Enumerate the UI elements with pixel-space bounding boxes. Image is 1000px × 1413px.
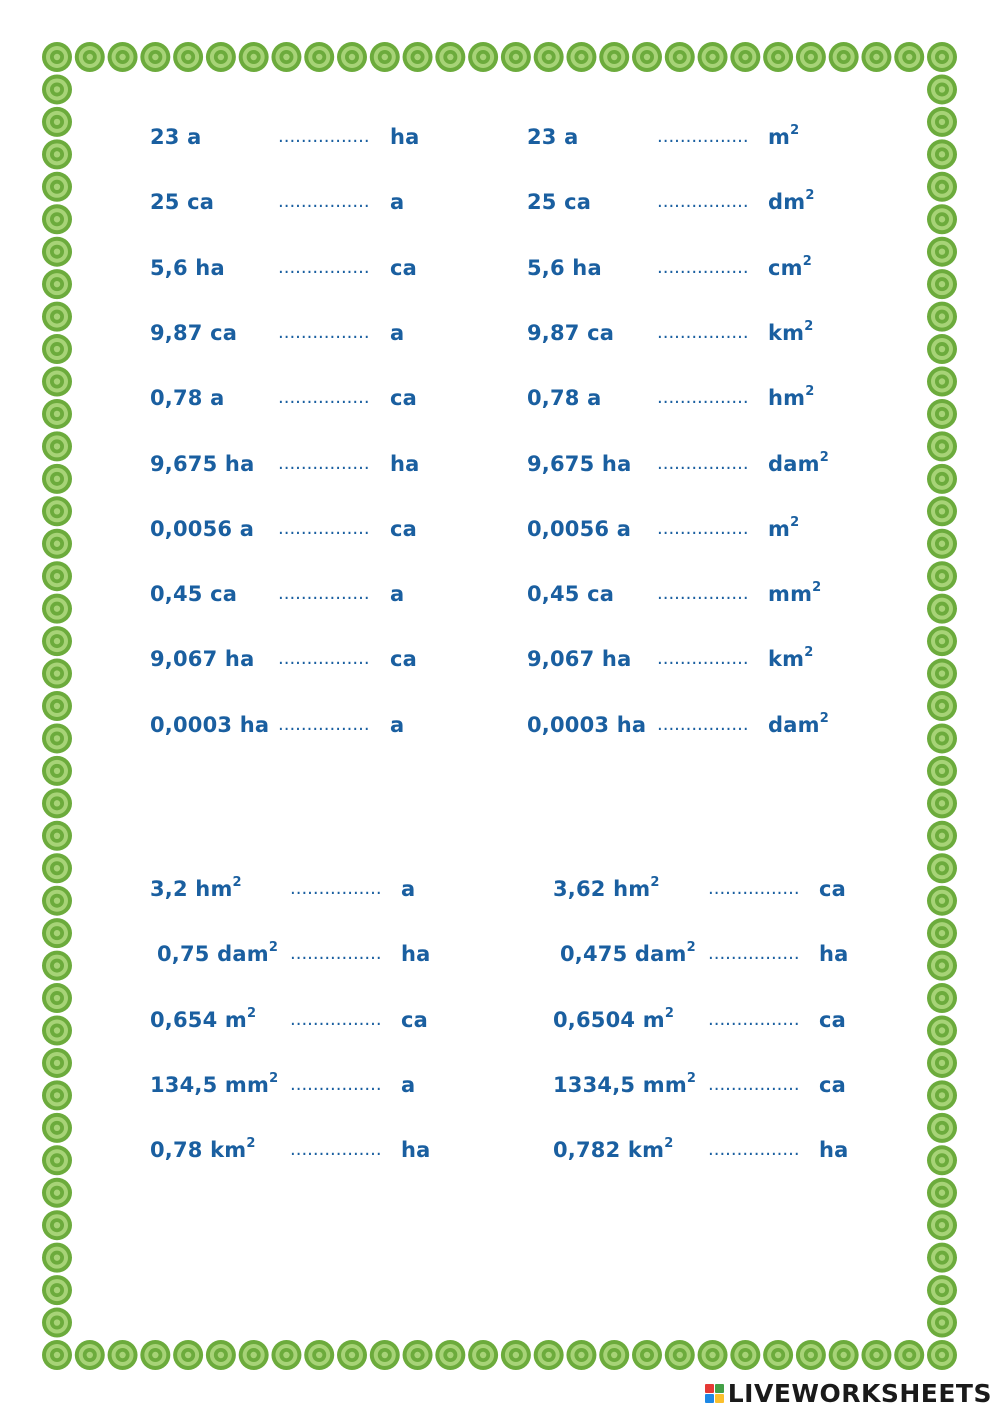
- border-swirl: [173, 42, 203, 72]
- border-swirl: [927, 42, 957, 72]
- target-unit: $km^2$: [768, 318, 814, 345]
- border-swirl: [927, 269, 957, 299]
- exercise-row: [553, 937, 913, 971]
- target-unit: a: [390, 320, 405, 345]
- answer-blank[interactable]: ................: [278, 191, 370, 213]
- border-swirl: [534, 42, 564, 72]
- answer-blank[interactable]: ................: [278, 256, 370, 278]
- border-swirl: [927, 659, 957, 689]
- target-unit: dam$^2$: [768, 710, 829, 737]
- border-swirl: [927, 107, 957, 137]
- answer-blank[interactable]: ................: [278, 387, 370, 409]
- border-swirl: [42, 723, 72, 753]
- target-unit: a: [390, 582, 405, 607]
- exercise-row: [527, 577, 887, 611]
- border-swirl: [435, 1340, 465, 1370]
- border-swirl: [566, 1340, 596, 1370]
- border-swirl: [927, 74, 957, 104]
- answer-blank[interactable]: ................: [708, 943, 800, 965]
- border-swirl: [42, 1275, 72, 1305]
- border-swirl: [468, 42, 498, 72]
- target-unit: ca: [819, 877, 847, 901]
- exercise-row: [150, 316, 510, 350]
- border-swirl: [927, 496, 957, 526]
- source-value: 0,475 dam$^2$: [560, 940, 696, 967]
- answer-blank[interactable]: ................: [657, 321, 749, 343]
- border-swirl: [927, 821, 957, 851]
- border-swirl: [698, 42, 728, 72]
- border-swirl: [337, 1340, 367, 1370]
- border-swirl: [108, 1340, 138, 1370]
- source-value: 0,0003 ha: [150, 712, 270, 737]
- border-swirl: [730, 1340, 760, 1370]
- border-swirl: [239, 42, 269, 72]
- exercise-row: [527, 316, 887, 350]
- exercise-row: [553, 1133, 913, 1167]
- source-value: 0,0056 a: [150, 516, 255, 541]
- border-swirl: [927, 788, 957, 818]
- border-swirl: [927, 334, 957, 364]
- border-swirl: [927, 139, 957, 169]
- border-swirl: [763, 1340, 793, 1370]
- border-swirl: [927, 723, 957, 753]
- source-value: 25 ca: [527, 190, 592, 215]
- border-swirl: [173, 1340, 203, 1370]
- answer-blank[interactable]: ................: [278, 452, 370, 474]
- target-unit: ha: [401, 942, 431, 967]
- answer-blank[interactable]: ................: [290, 943, 382, 965]
- exercise-row: [527, 512, 887, 546]
- border-swirl: [42, 529, 72, 559]
- source-value: 0,78 a: [150, 386, 225, 411]
- source-value: 0,78 $km^2$: [150, 1136, 256, 1163]
- border-swirl: [271, 1340, 301, 1370]
- target-unit: a: [401, 877, 416, 901]
- answer-blank[interactable]: ................: [708, 1073, 800, 1095]
- answer-blank[interactable]: ................: [278, 321, 370, 343]
- exercise-row: [527, 447, 887, 481]
- border-swirl: [927, 1308, 957, 1338]
- source-value: 0,0056 a: [527, 516, 632, 541]
- border-swirl: [42, 74, 72, 104]
- exercise-row: [150, 937, 510, 971]
- answer-blank[interactable]: ................: [290, 878, 382, 899]
- border-swirl: [42, 983, 72, 1013]
- border-swirl: [927, 561, 957, 591]
- border-swirl: [42, 626, 72, 656]
- border-swirl: [42, 1145, 72, 1175]
- footer-brand: LIVEWORKSHEETS: [727, 1378, 992, 1408]
- source-value: 23 a: [527, 125, 579, 149]
- border-swirl: [927, 367, 957, 397]
- source-value: 5,6 ha: [150, 255, 225, 280]
- answer-blank[interactable]: ................: [657, 256, 749, 278]
- border-swirl: [42, 172, 72, 202]
- target-unit: ha: [390, 451, 420, 476]
- answer-blank[interactable]: ................: [657, 648, 749, 670]
- answer-blank[interactable]: ................: [657, 517, 749, 539]
- border-swirl: [108, 42, 138, 72]
- border-swirl: [927, 756, 957, 786]
- answer-blank[interactable]: ................: [708, 878, 800, 899]
- border-swirl: [42, 1178, 72, 1208]
- border-swirl: [501, 1340, 531, 1370]
- source-value: 9,87 ca: [527, 320, 615, 345]
- source-value: 0,654 $m^2$: [150, 1005, 257, 1032]
- source-value: 23 a: [150, 125, 202, 149]
- border-swirl: [42, 367, 72, 397]
- answer-blank[interactable]: ................: [708, 1139, 800, 1161]
- border-swirl: [42, 886, 72, 916]
- border-swirl: [140, 42, 170, 72]
- border-swirl: [927, 918, 957, 948]
- border-swirl: [927, 1113, 957, 1143]
- target-unit: a: [401, 1072, 416, 1097]
- border-swirl: [42, 237, 72, 267]
- source-value: 5,6 ha: [527, 255, 602, 280]
- border-swirl: [927, 626, 957, 656]
- border-swirl: [927, 594, 957, 624]
- logo-icon: [705, 1384, 724, 1403]
- border-swirl: [927, 464, 957, 494]
- border-swirl: [599, 1340, 629, 1370]
- target-unit: $m^2$: [768, 514, 800, 541]
- border-swirl: [42, 496, 72, 526]
- exercise-row: [150, 872, 510, 906]
- border-swirl: [566, 42, 596, 72]
- target-unit: ca: [390, 647, 418, 672]
- answer-blank[interactable]: ................: [657, 387, 749, 409]
- border-swirl: [927, 1275, 957, 1305]
- border-swirl: [861, 42, 891, 72]
- border-swirl: [42, 1016, 72, 1046]
- border-swirl: [42, 918, 72, 948]
- source-value: 9,675 ha: [527, 451, 632, 476]
- border-swirl: [927, 302, 957, 332]
- answer-blank[interactable]: ................: [657, 583, 749, 605]
- border-swirl: [632, 42, 662, 72]
- source-value: 0,45 ca: [150, 582, 238, 607]
- source-value: 0,0003 ha: [527, 712, 647, 737]
- source-value: 9,87 ca: [150, 320, 238, 345]
- target-unit: ha: [819, 942, 849, 967]
- border-swirl: [927, 886, 957, 916]
- border-swirl: [337, 42, 367, 72]
- border-swirl: [894, 42, 924, 72]
- border-swirl: [730, 42, 760, 72]
- border-swirl: [42, 756, 72, 786]
- border-swirl: [42, 821, 72, 851]
- border-swirl: [75, 42, 105, 72]
- answer-blank[interactable]: ................: [708, 1008, 800, 1030]
- exercise-row: [150, 708, 510, 742]
- border-swirl: [239, 1340, 269, 1370]
- border-swirl: [42, 42, 72, 72]
- target-unit: $dm^2$: [768, 188, 815, 215]
- border-swirl: [599, 42, 629, 72]
- border-swirl: [42, 269, 72, 299]
- exercise-row: [553, 872, 913, 906]
- target-unit: $cm^2$: [768, 253, 812, 280]
- border-swirl: [42, 594, 72, 624]
- border-swirl: [42, 561, 72, 591]
- answer-blank[interactable]: ................: [278, 648, 370, 670]
- target-unit: ca: [390, 386, 418, 411]
- border-swirl: [534, 1340, 564, 1370]
- border-swirl: [42, 399, 72, 429]
- border-swirl: [42, 1048, 72, 1078]
- source-value: 134,5 $mm^2$: [150, 1070, 279, 1097]
- answer-blank[interactable]: ................: [657, 191, 749, 213]
- answer-blank[interactable]: ................: [657, 713, 749, 735]
- exercise-row: [553, 1068, 913, 1102]
- border-swirl: [927, 399, 957, 429]
- target-unit: ca: [819, 1007, 847, 1032]
- border-swirl: [927, 983, 957, 1013]
- exercise-row: [150, 1133, 510, 1167]
- border-swirl: [927, 951, 957, 981]
- exercise-row: [150, 642, 510, 676]
- source-value: 0,75 dam$^2$: [157, 940, 279, 967]
- border-swirl: [927, 1210, 957, 1240]
- border-swirl: [927, 1340, 957, 1370]
- border-swirl: [271, 42, 301, 72]
- border-swirl: [829, 42, 859, 72]
- answer-blank[interactable]: ................: [290, 1008, 382, 1030]
- source-value: 9,067 ha: [150, 647, 255, 672]
- target-unit: $mm^2$: [768, 580, 822, 607]
- target-unit: ha: [390, 125, 420, 149]
- target-unit: a: [390, 190, 405, 215]
- target-unit: a: [390, 712, 405, 737]
- border-swirl: [796, 1340, 826, 1370]
- border-swirl: [927, 853, 957, 883]
- border-swirl: [894, 1340, 924, 1370]
- border-swirl: [42, 1243, 72, 1273]
- source-value: 0,782 $km^2$: [553, 1136, 674, 1163]
- border-swirl: [927, 431, 957, 461]
- exercise-row: [527, 708, 887, 742]
- border-swirl: [665, 42, 695, 72]
- exercise-row: [150, 120, 510, 154]
- source-value: 1334,5 $mm^2$: [553, 1070, 697, 1097]
- border-swirl: [304, 1340, 334, 1370]
- exercise-row: [527, 642, 887, 676]
- exercise-row: [150, 1003, 510, 1037]
- border-swirl: [42, 334, 72, 364]
- border-swirl: [370, 1340, 400, 1370]
- border-swirl: [698, 1340, 728, 1370]
- border-swirl: [403, 42, 433, 72]
- exercise-row: [527, 185, 887, 219]
- target-unit: $m^2$: [768, 123, 800, 149]
- border-swirl: [927, 204, 957, 234]
- border-swirl: [42, 204, 72, 234]
- border-swirl: [206, 42, 236, 72]
- answer-blank[interactable]: ................: [278, 713, 370, 735]
- border-swirl: [468, 1340, 498, 1370]
- exercise-row: [150, 1068, 510, 1102]
- border-swirl: [927, 1048, 957, 1078]
- border-swirl: [42, 788, 72, 818]
- target-unit: ha: [401, 1138, 431, 1163]
- answer-blank[interactable]: ................: [290, 1073, 382, 1095]
- border-swirl: [927, 237, 957, 267]
- border-swirl: [42, 691, 72, 721]
- border-swirl: [42, 1080, 72, 1110]
- exercise-row: [150, 381, 510, 415]
- source-value: 0,45 ca: [527, 582, 615, 607]
- border-swirl: [796, 42, 826, 72]
- target-unit: ca: [819, 1072, 847, 1097]
- border-swirl: [435, 42, 465, 72]
- source-value: 0,6504 $m^2$: [553, 1005, 675, 1032]
- border-swirl: [927, 172, 957, 202]
- border-swirl: [763, 42, 793, 72]
- target-unit: ha: [819, 1138, 849, 1163]
- border-swirl: [42, 1340, 72, 1370]
- border-swirl: [403, 1340, 433, 1370]
- source-value: 3,62 $hm^2$: [553, 875, 660, 901]
- border-swirl: [42, 431, 72, 461]
- border-swirl: [42, 853, 72, 883]
- source-value: 9,675 ha: [150, 451, 255, 476]
- exercise-row: [150, 512, 510, 546]
- border-swirl: [304, 42, 334, 72]
- target-unit: ca: [390, 516, 418, 541]
- source-value: 0,78 a: [527, 386, 602, 411]
- liveworksheets-logo: [705, 1376, 992, 1410]
- target-unit: dam$^2$: [768, 449, 829, 476]
- border-swirl: [927, 1178, 957, 1208]
- source-value: 25 ca: [150, 190, 215, 215]
- exercise-row: [150, 447, 510, 481]
- border-swirl: [42, 302, 72, 332]
- border-swirl: [42, 659, 72, 689]
- border-swirl: [927, 1016, 957, 1046]
- border-swirl: [42, 951, 72, 981]
- border-swirl: [42, 1113, 72, 1143]
- border-swirl: [927, 529, 957, 559]
- border-swirl: [42, 139, 72, 169]
- border-swirl: [75, 1340, 105, 1370]
- exercise-row: [150, 251, 510, 285]
- answer-blank[interactable]: ................: [290, 1139, 382, 1161]
- border-swirl: [632, 1340, 662, 1370]
- exercise-row: [553, 1003, 913, 1037]
- border-swirl: [829, 1340, 859, 1370]
- border-swirl: [927, 1243, 957, 1273]
- border-swirl: [42, 1308, 72, 1338]
- target-unit: $km^2$: [768, 645, 814, 672]
- border-swirl: [927, 1080, 957, 1110]
- border-swirl: [665, 1340, 695, 1370]
- border-swirl: [140, 1340, 170, 1370]
- target-unit: $hm^2$: [768, 384, 815, 411]
- source-value: 3,2 $hm^2$: [150, 875, 242, 901]
- target-unit: ca: [390, 255, 418, 280]
- answer-blank[interactable]: ................: [278, 517, 370, 539]
- border-swirl: [927, 1145, 957, 1175]
- exercise-row: [527, 251, 887, 285]
- exercise-row: [527, 381, 887, 415]
- exercise-row: [150, 185, 510, 219]
- border-swirl: [42, 1210, 72, 1240]
- border-swirl: [501, 42, 531, 72]
- answer-blank[interactable]: ................: [278, 583, 370, 605]
- answer-blank[interactable]: ................: [657, 452, 749, 474]
- border-swirl: [927, 691, 957, 721]
- answer-blank[interactable]: ................: [278, 126, 370, 147]
- border-swirl: [206, 1340, 236, 1370]
- border-swirl: [861, 1340, 891, 1370]
- target-unit: ca: [401, 1007, 429, 1032]
- border-swirl: [42, 464, 72, 494]
- answer-blank[interactable]: ................: [657, 126, 749, 147]
- border-swirl: [42, 107, 72, 137]
- source-value: 9,067 ha: [527, 647, 632, 672]
- border-swirl: [370, 42, 400, 72]
- exercise-row: [527, 120, 887, 154]
- exercise-row: [150, 577, 510, 611]
